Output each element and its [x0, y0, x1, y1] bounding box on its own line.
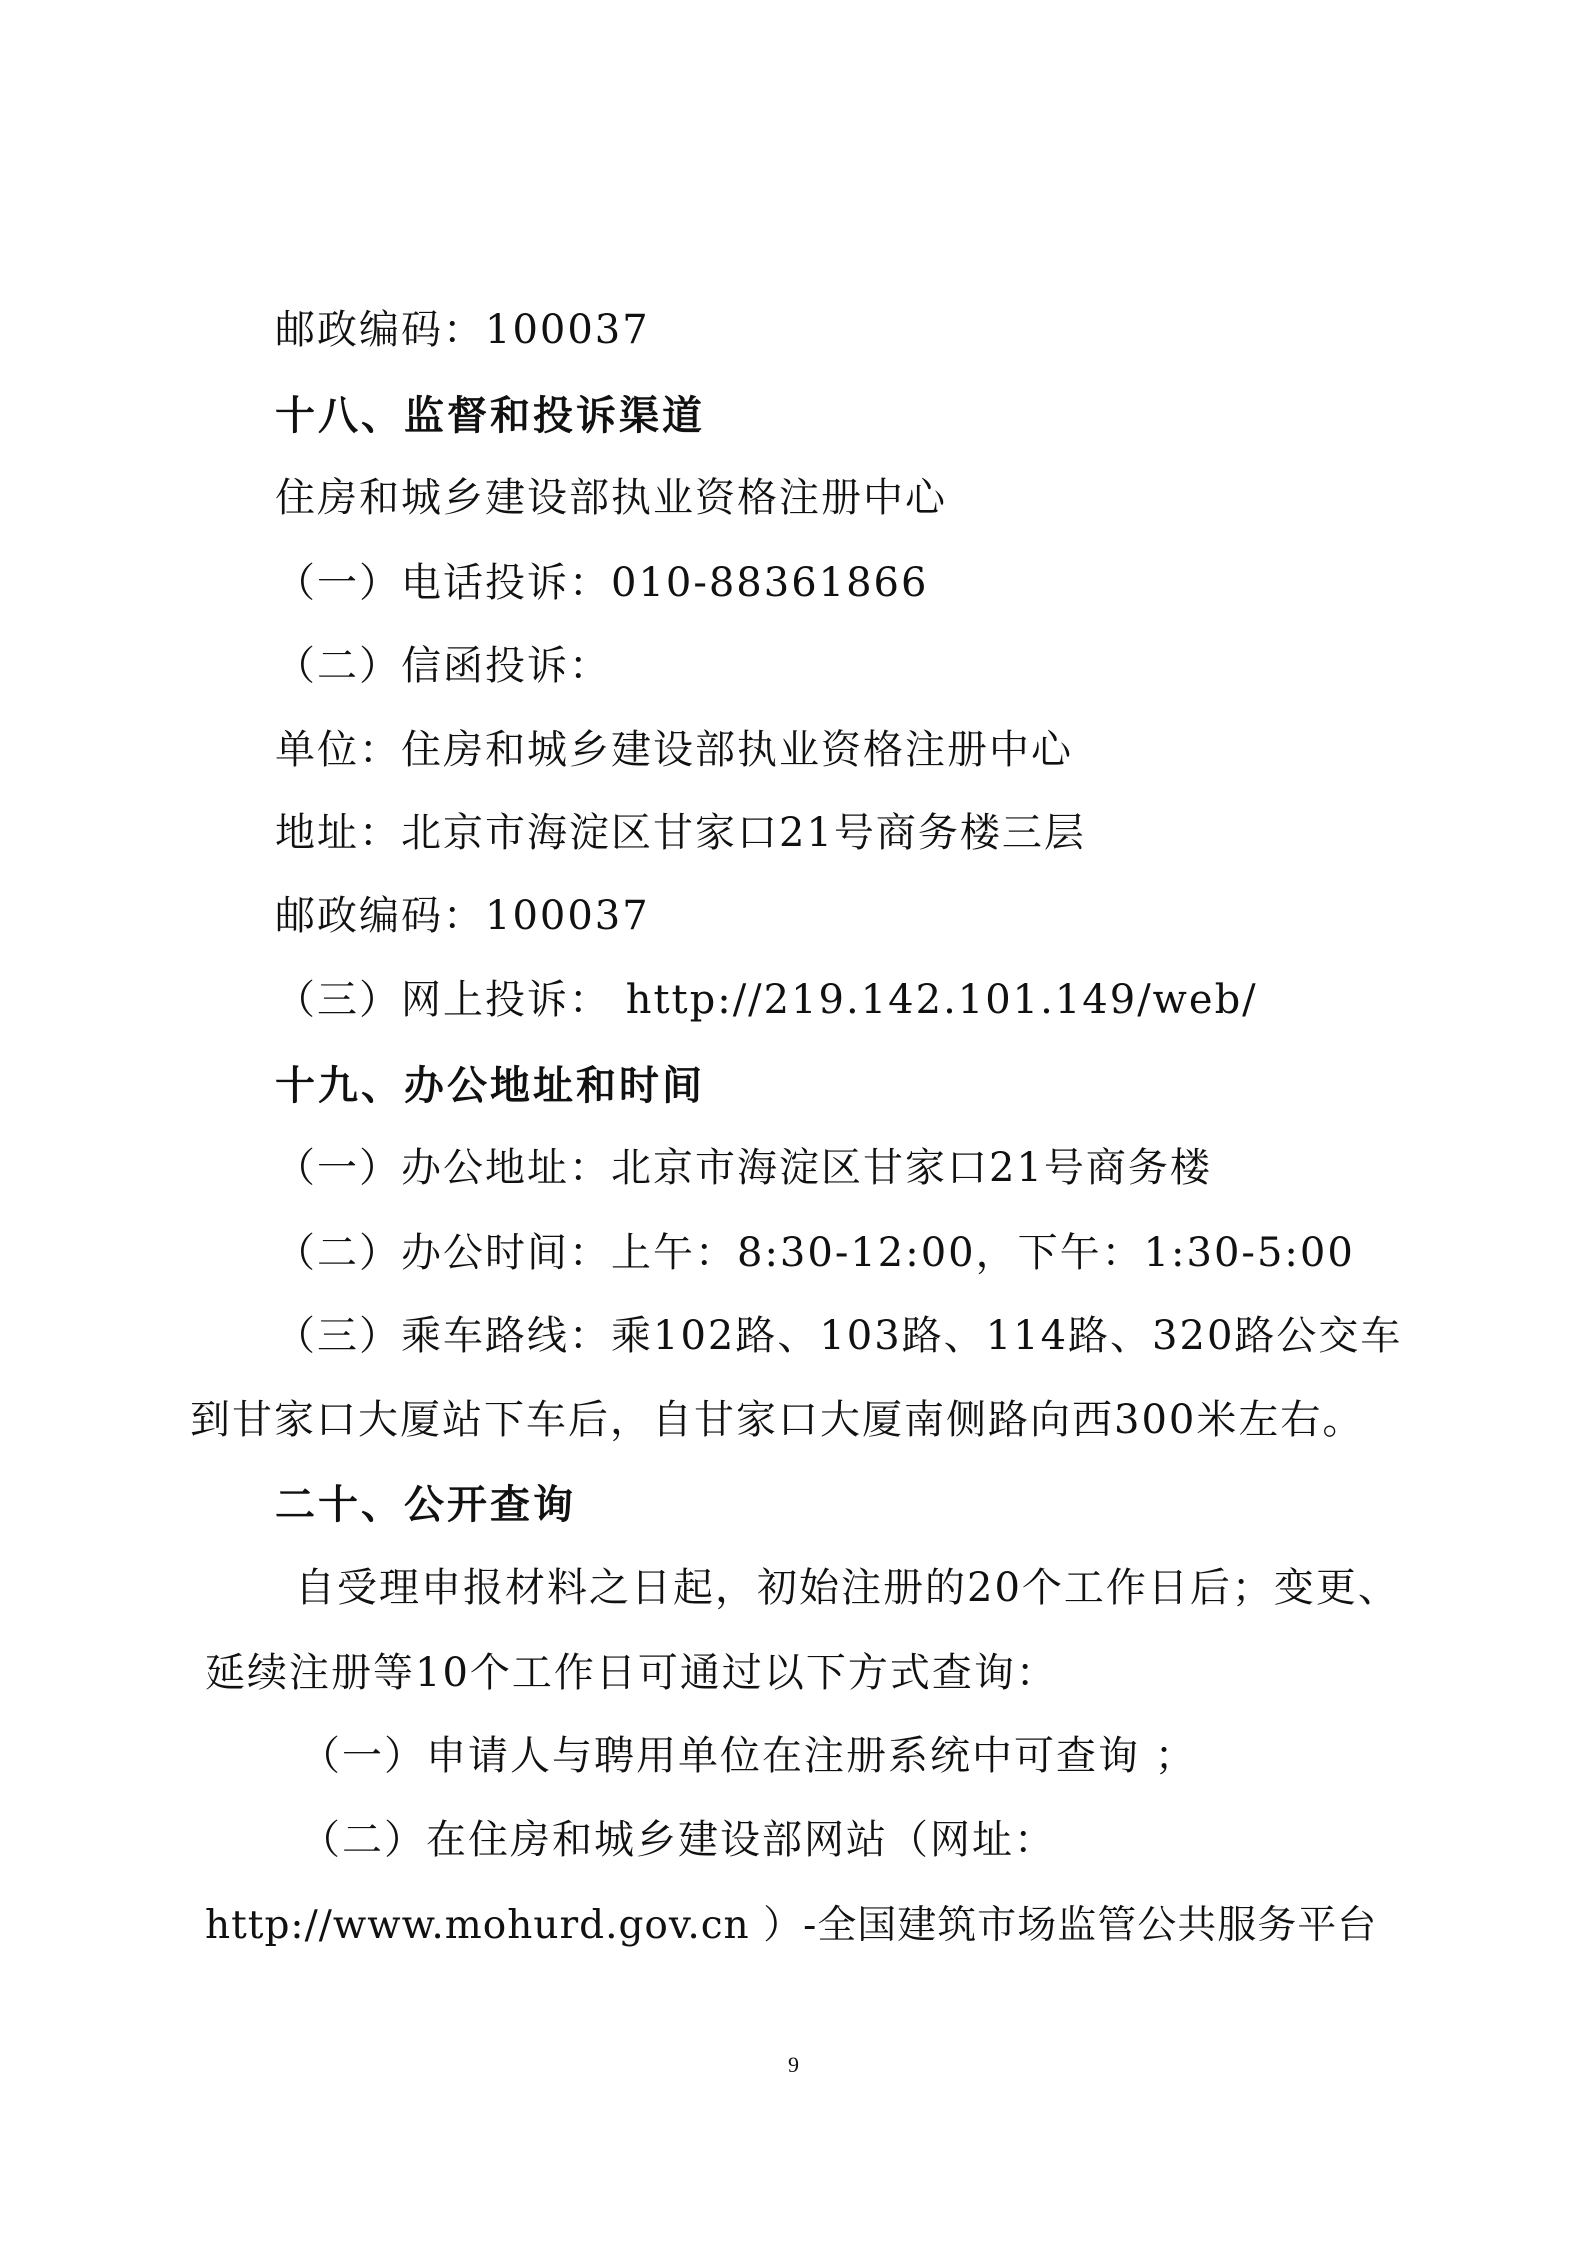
query-method-1-line: （一）申请人与聘用单位在注册系统中可查询 ；	[300, 1733, 1197, 1779]
office-address-line: （一）办公地址：北京市海淀区甘家口21号商务楼	[275, 1145, 1212, 1191]
section-19-heading: 十九、办公地址和时间	[275, 1063, 705, 1109]
office-hours-line: （二）办公时间：上午：8:30-12:00，下午：1:30-5:00	[275, 1230, 1355, 1276]
query-intro-line: 自受理申报材料之日起，初始注册的20个工作日后；变更、	[295, 1565, 1400, 1611]
section-20-heading: 二十、公开查询	[275, 1482, 576, 1528]
query-intro-continuation-line: 延续注册等10个工作日可通过以下方式查询：	[205, 1650, 1058, 1696]
unit-line: 单位：住房和城乡建设部执业资格注册中心	[275, 727, 1073, 773]
bus-route-line: （三）乘车路线：乘102路、103路、114路、320路公交车	[275, 1313, 1403, 1359]
address-line: 地址：北京市海淀区甘家口21号商务楼三层	[275, 810, 1086, 856]
center-name-line: 住房和城乡建设部执业资格注册中心	[275, 475, 947, 521]
postal-code-line: 邮政编码：100037	[275, 307, 650, 353]
bus-route-continuation-line: 到甘家口大厦站下车后，自甘家口大厦南侧路向西300米左右。	[190, 1397, 1365, 1443]
postal-code-line-2: 邮政编码：100037	[275, 893, 650, 939]
letter-complaint-line: （二）信函投诉：	[275, 643, 611, 689]
page-number: 9	[788, 2052, 799, 2077]
query-method-2-continuation-line: http://www.mohurd.gov.cn ）-全国建筑市场监管公共服务平台	[205, 1903, 1378, 1948]
online-complaint-line: （三）网上投诉： http://219.142.101.149/web/	[275, 977, 1258, 1023]
query-method-2-line: （二）在住房和城乡建设部网站（网址：	[300, 1817, 1056, 1863]
section-18-heading: 十八、监督和投诉渠道	[275, 393, 705, 439]
phone-complaint-line: （一）电话投诉：010-88361866	[275, 560, 929, 606]
